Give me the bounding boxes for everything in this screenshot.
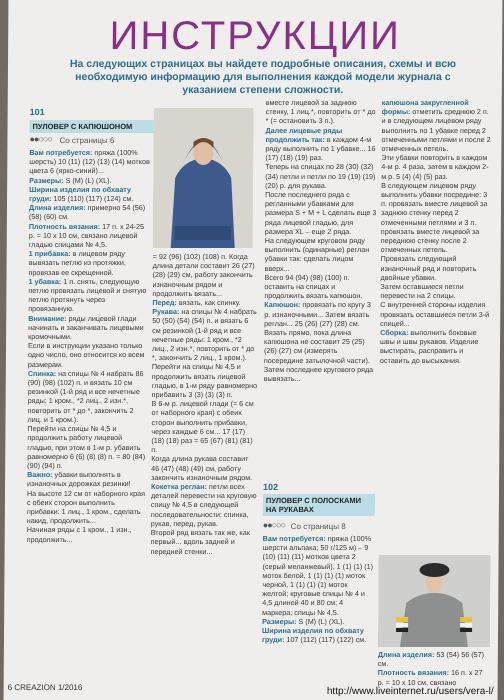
paragraph: Капюшон: провязать по кругу 3 р. изнаночными... Затем вязать реглан... 25 (26) (27) (28) см. [264, 300, 371, 328]
paragraph: Далее лицевые ряды продолжить так: в каждом 4-м ряду выполнить по 1 убавке... 16 (17) (18) (19) раз. [265, 125, 376, 163]
paragraph: Ширина изделия по обхвату груди: 107 (112) (117) (122) см. [261, 626, 367, 645]
difficulty-dots: ●●○○○ [29, 134, 52, 144]
paragraph: На следующем круговом ряду выполнить (одинарные) реглан убавки так: сделать лицом вверх... [264, 236, 370, 273]
paragraph: Вязать прямо, пока длина капюшона не составит 25 (25) (26) (27) см (измерять посередине затылочной части). Затем последнее кругового ряда вывязать... [263, 328, 374, 384]
paragraph: Спинка: на спицы № 4 набрать 86 (90) (98) (102) п. и вязать 10 см резинкой (1-й ряд и все нечетные ряды: 1 кром., *2 лиц., 2 изн.*, повторить от * до *, закончить 2 лиц. и 1 кром.). [27, 368, 144, 424]
paragraph: Теперь на спицах по 28 (30) (32) (34) петли и петли по 19 (19) (19) (20) р. для рукава. [265, 162, 376, 190]
paragraph: Провязать следующий изнаночный ряд и повторить двойные убавки. [380, 254, 477, 282]
paragraph: Затем оставшиеся петли перевести на 2 спицы. [380, 282, 464, 301]
paragraph: Перейти на спицы № 4,5 и продолжить вязать лицевой гладью, в 1-м ряду равномерно прибавить 3 (3) (3) (3) п. [151, 362, 258, 400]
paragraph: В 6-м р. лицевой глади (= 6 см от наборного края) с обеих сторон выполнить прибавки, через каждые 6 см... 17 (17) (18) (18) раз = 65 (67) (81) (81) п. [151, 399, 254, 455]
paragraph: Плотность вязания: 17 п. х 24-25 р. = 10 х 10 см, связано лицевой гладью спицами № 4,5. [28, 221, 145, 250]
page-footer: 6 CREAZION 1/2016 [7, 683, 83, 692]
paragraph: Размеры: S (M) (L) (XL). [29, 175, 112, 185]
page-reference-102: Со страницы 8 [290, 522, 346, 531]
paragraph: Длина изделия: примерно 54 (56) (58) (60) см. [28, 203, 146, 222]
paragraph: Плотность вязания: 16 п. х 27 р. = 10 х 10 см, связано [377, 668, 483, 687]
paragraph: Перейти на спицы № 4,5 и продолжить работу лицевой гладью, при этом в 1-м р. убавить равномерно 6 (6) (8) (8) п. = 80 (84) (90) (94) п. [27, 424, 146, 470]
text-column-3 [263, 98, 378, 478]
paragraph: Важно: убавки выполнять в изнаночных дорожках резинки! [27, 470, 131, 489]
paragraph: Второй ряд вязать так же, как первый... вдоль задней и передней стенки... [150, 528, 250, 556]
paragraph: Начиная ряды с 1 кром., 1 изн., продолжить... [26, 525, 132, 544]
intro-text: На следующих страницах вы найдете подробные описания, схемы и всю необходимую информацию для выполнения каждой модели журнала с указанием степени сложности. [69, 58, 457, 96]
paragraph: Когда длина рукава составит 46 (47) (48) (49) см, работу закончить изнаночным рядом. [151, 454, 253, 482]
paragraph: Сборка: выполнить боковые швы и швы рукавов. Изделие выстирать, расправить и оставить до высыхания. [379, 328, 479, 365]
model-header-102: ПУЛОВЕР С ПОЛОСКАМИ НА РУКАВАХ [263, 494, 375, 516]
model-number-101: 101 [29, 107, 45, 117]
model-header-101: ПУЛОВЕР С КАПЮШОНОМ [30, 120, 154, 133]
paragraph: капюшона закругленной формы: отметить среднюю 2 п. и в следующем лицевом ряду выполнить по 1 убавке перед 2 отмеченными петлями и после 2 отмеченных петель. [381, 98, 491, 154]
model-number-102: 102 [263, 482, 279, 492]
text-column-1 [26, 148, 152, 663]
text-column-102 [262, 534, 375, 674]
paragraph: В следующем лицевом ряду выполнить убавки посредине: 3 п. провязать вместе лицевой за заднюю стенку перед 2 отмеченными петлями и 3 п. провязать вместе лицевой за переднюю стенку после 2 отмеченных петель. [380, 180, 488, 255]
text-column-4 [379, 98, 494, 553]
paragraph: С внутренней стороны изделия провязать оставшиеся петли 3-й спицей... [380, 300, 490, 328]
paragraph: Если в инструкции указано только одно число, оно относится ко всем размерам. [27, 341, 145, 369]
page-reference: Со страницы 6 [59, 136, 115, 145]
paragraph: Размеры: S (M) (L) (XL). [262, 616, 345, 626]
paragraph: На высоте 12 см от наборного края с обеих сторон выполнить прибавки: 1 лиц., 1 кром., сделать накид, продолжить... [26, 488, 146, 526]
paragraph: Рукава: на спицы № 4 набрать 50 (50) (54) (54) п. и вязать 6 см резинкой (1-й ряд и все нечетные ряды: 1 кром., *2 лиц., 2 изн.*, повторить от * до *, закончить 2 лиц., 1 кром.). [151, 307, 257, 363]
paragraph: 1 прибавка: в лицевом ряду вывязать петлю из протяжки, провязав ее скрещенной. [28, 249, 126, 277]
text-column-2 [150, 252, 259, 664]
paragraph: Эти убавки повторить в каждом 4-м р. 4 раза, затем в каждом 2-м р. 5 (4) (4) (5) раз. [381, 153, 489, 181]
paragraph: После последнего ряда с регланными убавками для размера S + M + L сделать еще 3 ряда лицевой гладью, для размера XL – еще 2 ряда. [264, 190, 377, 236]
paragraph: Длина изделия: 53 (54) 56 (57) см. [377, 650, 485, 669]
model-photo-hoodie [153, 108, 254, 248]
paragraph: Кокетка реглан: петли всех деталей перевести на круговую спицу № 4,5 в следующей последовательности: спинка, рукав, перед, рукав. [150, 482, 257, 528]
magazine-page [4, 0, 503, 700]
text-side-102 [377, 650, 490, 687]
paragraph: Внимание: ряды лицевой глади начинать и заканчивать лицевыми кромочными. [28, 313, 144, 342]
paragraph: = 92 (96) (102) (108) п. Когда длина детали составит 26 (27) (28) (29) см, работу закончить изнаночным рядом и продолжить вязать... [152, 252, 255, 298]
paragraph: вместе лицевой за заднюю стенку, 1 лиц.*, повторить от * до * (= остановить 3 п.). [265, 98, 376, 126]
paragraph: Всего 94 (94) (98) (100) п. оставить на спицах и продолжить вязать капюшон. [264, 272, 363, 301]
paragraph: Вам потребуется: пряжа (100% шерсти альпака; 50 г/125 м) – 9 (10) (11) (11) мотков цвета 2 (серый меланжевый), 1 (1) (1) (1) моток белой, 1 (1) (1) (1) моток черной, 1 (1) (1) (1) моток желтой; круговые спицы № 4 и 4,5 длиной 40 и 80 см; 4 маркера; спицы № 4,5. [262, 534, 374, 617]
paragraph: Вам потребуется: пряжа (100% шерсть) 10 (11) (12) (13) (14) мотков цвета 6 (ярко-синий)... [29, 148, 150, 176]
page-title: ИНСТРУКЦИИ [109, 14, 401, 58]
difficulty-dots-102: ●●○○○ [262, 520, 286, 530]
paragraph: 1 убавка: 1 п. снять, следующую петлю провязать лицевой и снятую петлю протянуть через провязанную. [28, 276, 147, 314]
paragraph: Ширина изделия по обхвату груди: 105 (110) (117) (124) см. [29, 184, 134, 204]
paragraph: Перед: вязать, как спинку. [152, 298, 241, 308]
model-photo-striped-sweater [378, 555, 491, 647]
watermark-url: http://www.liveinternet.ru/users/vera-l/ [326, 686, 494, 697]
